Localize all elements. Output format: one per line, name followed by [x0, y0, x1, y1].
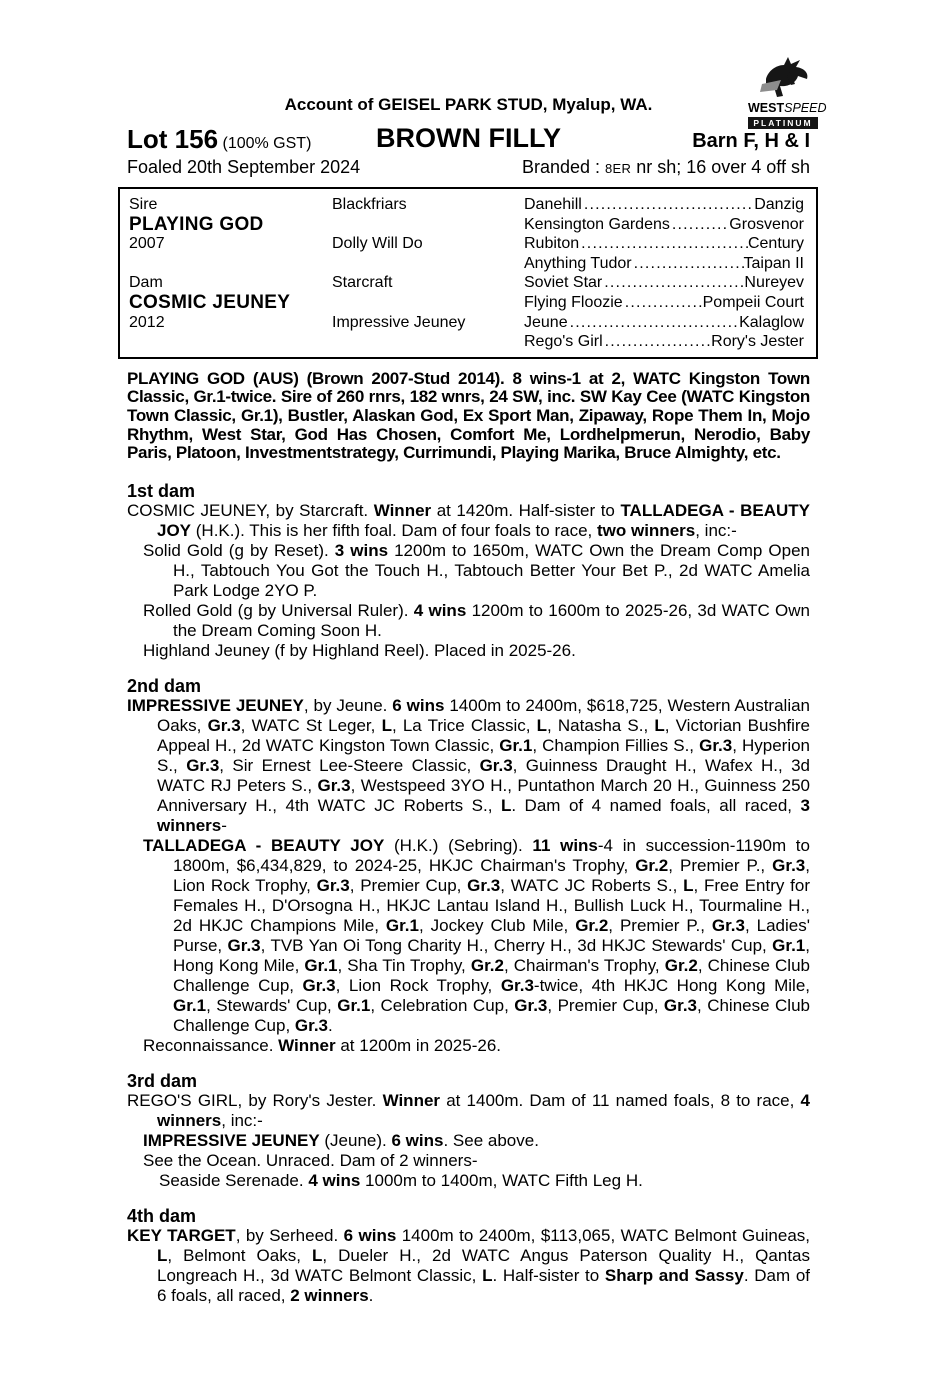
text-segment: (H.K.) (Sebring).: [384, 835, 533, 855]
text-segment: L: [311, 1245, 323, 1265]
branded-prefix: Branded :: [521, 157, 606, 177]
text-segment: 6 wins: [343, 1225, 397, 1245]
text-segment: (Jeune).: [319, 1130, 392, 1150]
ancestor-name: Taipan II: [743, 254, 804, 272]
dam-sire: Starcraft: [332, 274, 393, 292]
ancestor-name: Danehill: [524, 196, 582, 213]
text-segment: . See above.: [443, 1130, 539, 1150]
text-segment: , Belmont Oaks,: [167, 1245, 312, 1265]
text-segment: Highland Jeuney (f by Highland Reel). Placed in 2025-26.: [143, 640, 576, 660]
sire-sire: Blackfriars: [332, 196, 407, 213]
text-segment: (H.K.). This is her fifth foal. Dam of four foals to race,: [191, 520, 597, 540]
text-segment: 1400m to 2400m, $113,065, WATC Belmont Guineas,: [396, 1225, 811, 1245]
text-segment: 1400m to 2400m, $618,725, Western Australian Oaks,: [157, 695, 811, 735]
spacer: [332, 254, 524, 274]
text-segment: Gr.3: [316, 875, 350, 895]
text-segment: Rolled Gold (g by Universal Ruler).: [143, 600, 414, 620]
horse-jump-icon: [748, 54, 818, 102]
text-segment: 11 wins: [532, 835, 598, 855]
dam-dam: Impressive Jeuney: [332, 313, 466, 331]
text-segment: , Lion Rock Trophy,: [335, 975, 501, 995]
dam-label: Dam: [129, 274, 163, 292]
ancestor-name: Danzig: [754, 196, 804, 213]
westspeed-speed-text: SPEED: [784, 101, 827, 115]
text-segment: . Half-sister to: [492, 1265, 605, 1285]
ancestor-name: Pompeii Court: [702, 293, 804, 311]
lot-number: Lot 156: [127, 124, 219, 154]
text-segment: two winners: [596, 520, 696, 540]
pedigree-table: [118, 187, 818, 359]
text-segment: 1200m to 1650m, WATC Own the Dream Comp Open H., Tabtouch You Got the Touch H., Tabtouch Better Your Bet P., 2d WATC Amelia Park Lodge 2YO P.: [173, 540, 810, 600]
pedigree-paragraph: [127, 1091, 810, 1131]
pedigree-paragraph: [127, 1151, 810, 1171]
ancestor-name: Anything Tudor: [524, 254, 632, 272]
text-segment: , inc:-: [221, 1110, 263, 1130]
text-segment: Gr.3: [302, 975, 336, 995]
text-segment: , Chinese Club Challenge Cup,: [173, 995, 810, 1035]
dot-leader: [582, 195, 754, 215]
text-segment: Gr.2: [664, 955, 698, 975]
foaled-branded-line: [127, 158, 810, 178]
text-segment: 6 wins: [392, 695, 445, 715]
dam-section-heading: 2nd dam: [127, 675, 202, 696]
pedigree-column-3: [524, 195, 804, 352]
text-segment: , inc:-: [695, 520, 737, 540]
text-segment: -: [221, 815, 227, 835]
text-segment: Solid Gold (g by Reset).: [143, 540, 335, 560]
westspeed-wordmark: [748, 101, 827, 115]
text-segment: , Hyperion S.,: [157, 735, 811, 775]
pedigree-paragraph: [127, 1131, 810, 1151]
branded-info: [522, 158, 810, 178]
text-segment: -twice, 4th HKJC Hong Kong Mile,: [533, 975, 810, 995]
dot-leader: [632, 254, 744, 274]
dam-year: 2012: [129, 313, 165, 331]
pedigree-paragraph: [127, 541, 810, 601]
text-segment: 2 winners: [290, 1285, 369, 1305]
dot-leader: [579, 234, 748, 254]
brand-code: 8ER: [605, 161, 632, 176]
text-segment: 4 wins: [308, 1170, 361, 1190]
text-segment: Gr.2: [575, 915, 609, 935]
text-segment: Gr.3: [500, 975, 534, 995]
text-segment: , WATC St Leger,: [240, 715, 382, 735]
text-segment: L: [536, 715, 548, 735]
text-segment: at 1400m. Dam of 11 named foals, 8 to race,: [440, 1090, 801, 1110]
spacer: [129, 254, 332, 274]
text-segment: Gr.3: [699, 735, 733, 755]
text-segment: Gr.1: [337, 995, 371, 1015]
dam-section-heading: 3rd dam: [127, 1070, 198, 1091]
pedigree-gen3-row: [524, 293, 804, 313]
text-segment: Gr.1: [499, 735, 533, 755]
text-segment: Gr.3: [479, 755, 513, 775]
pedigree-gen3-row: [524, 234, 804, 254]
pedigree-paragraph: [127, 1171, 810, 1191]
text-segment: TALLADEGA - BEAUTY JOY: [143, 835, 385, 855]
text-segment: Winner: [382, 1090, 441, 1110]
pedigree-paragraph: [127, 1226, 810, 1306]
lot-header-line: [127, 121, 810, 153]
text-segment: Gr.2: [470, 955, 504, 975]
dot-leader: [568, 313, 739, 333]
dam-section-heading: 4th dam: [127, 1205, 197, 1226]
pedigree-gen3-row: [524, 313, 804, 333]
dot-leader: [670, 215, 729, 235]
text-segment: Gr.3: [186, 755, 220, 775]
barn-label: Barn F, H & I: [692, 130, 810, 152]
text-segment: , TVB Yan Oi Tong Charity H., Cherry H., 3d HKJC Stewards' Cup,: [260, 935, 773, 955]
text-segment: , Ladies' Purse,: [173, 915, 810, 955]
pedigree-gen3-row: [524, 195, 804, 215]
text-segment: Sharp and Sassy: [604, 1265, 744, 1285]
text-segment: Gr.1: [772, 935, 806, 955]
text-segment: , by Jeune.: [303, 695, 393, 715]
text-segment: , Jockey Club Mile,: [419, 915, 576, 935]
pedigree-gen3-row: [524, 273, 804, 293]
text-segment: 1000m to 1400m, WATC Fifth Leg H.: [360, 1170, 643, 1190]
text-segment: COSMIC JEUNEY, by Starcraft.: [127, 500, 374, 520]
text-segment: , WATC JC Roberts S.,: [500, 875, 684, 895]
ancestor-name: Rego's Girl: [524, 333, 603, 351]
text-segment: 4 wins: [413, 600, 467, 620]
pedigree-paragraph: [127, 601, 810, 641]
vendor-account-line: Account of GEISEL PARK STUD, Myalup, WA.: [284, 95, 653, 114]
sire-dam: Dolly Will Do: [332, 235, 423, 253]
pedigree-gen3-row: [524, 332, 804, 352]
platinum-badge: PLATINUM: [748, 117, 818, 129]
pedigree-paragraph: [127, 836, 810, 1036]
text-segment: 1200m to 1600m to 2025-26, 3d WATC Own the Dream Coming Soon H.: [173, 600, 810, 640]
ancestor-name: Rubiton: [524, 235, 580, 253]
gst-note: (100% GST): [222, 135, 312, 152]
dam-section-heading: 1st dam: [127, 480, 196, 501]
ancestor-name: Century: [747, 235, 804, 253]
text-segment: , Champion Fillies S.,: [532, 735, 700, 755]
text-segment: Winner: [373, 500, 432, 520]
text-segment: TALLADEGA - BEAUTY JOY: [157, 500, 811, 540]
text-segment: Seaside Serenade.: [159, 1170, 309, 1190]
ancestor-name: Rory's Jester: [711, 333, 804, 351]
text-segment: , Premier Cup,: [349, 875, 468, 895]
text-segment: L: [157, 1245, 168, 1265]
text-segment: , Hong Kong Mile,: [173, 935, 810, 975]
text-segment: Gr.1: [304, 955, 338, 975]
text-segment: Gr.3: [294, 1015, 329, 1035]
westspeed-platinum-logo: [748, 54, 827, 129]
text-segment: Gr.3: [467, 875, 501, 895]
text-segment: , Natasha S.,: [547, 715, 655, 735]
text-segment: IMPRESSIVE JEUNEY: [143, 1130, 320, 1150]
pedigree-gen3-row: [524, 254, 804, 274]
text-segment: Gr.3: [711, 915, 745, 935]
branded-suffix: nr sh; 16 over 4 off sh: [631, 157, 810, 177]
text-segment: Winner: [278, 1035, 336, 1055]
text-segment: Gr.2: [635, 855, 669, 875]
text-segment: IMPRESSIVE JEUNEY: [127, 695, 304, 715]
text-segment: Gr.3: [317, 775, 351, 795]
spacer: [332, 293, 524, 313]
text-segment: Reconnaissance.: [143, 1035, 279, 1055]
pedigree-paragraph: [127, 696, 810, 836]
ancestor-name: Jeune: [524, 313, 568, 331]
ancestor-name: Grosvenor: [729, 215, 804, 233]
text-segment: See the Ocean. Unraced. Dam of 2 winners-: [143, 1150, 478, 1170]
spacer: [332, 215, 524, 235]
pedigree-paragraph: [127, 501, 810, 541]
text-segment: , Stewards' Cup,: [206, 995, 338, 1015]
page-title: BROWN FILLY: [376, 123, 561, 153]
text-segment: Gr.1: [385, 915, 419, 935]
text-segment: L: [683, 875, 694, 895]
text-segment: L: [482, 1265, 493, 1285]
ancestor-name: Flying Floozie: [524, 293, 623, 311]
pedigree-paragraph: [127, 641, 810, 661]
text-segment: , Chinese Club Challenge Cup,: [173, 955, 810, 995]
text-segment: , Premier P.,: [608, 915, 712, 935]
text-segment: , Guinness Draught H., Wafex H., 3d WATC RJ Peters S.,: [157, 755, 811, 795]
text-segment: , Celebration Cup,: [370, 995, 515, 1015]
text-segment: , Free Entry for Females H., D'Orsogna H., HKJC Lantau Island H., Bullish Luck H., Tourmaline H., 2d HKJC Champions Mile,: [173, 875, 810, 935]
text-segment: REGO'S GIRL, by Rory's Jester.: [127, 1090, 383, 1110]
dot-leader: [623, 293, 703, 313]
ancestor-name: Nureyev: [744, 274, 804, 292]
text-segment: Gr.1: [173, 995, 207, 1015]
pedigree-paragraph: [127, 1036, 810, 1056]
text-segment: , Lion Rock Trophy,: [173, 855, 810, 895]
sire-summary-paragraph: PLAYING GOD (AUS) (Brown 2007-Stud 2014). 8 wins-1 at 2, WATC Kingston Town Classic, Gr.1-twice. Sire of 260 rnrs, 182 wnrs, 24 SW, inc. SW Kay Cee (WATC Kingston Town Classic, Gr.1), Bustler, Alaskan God, Ex Sport Man, Zipaway, Rope Them In, Mojo Rhythm, West Star, God Has Chosen, Comfort Me, Lordhelpmerun, Nerodio, Baby Paris, Platoon, Investmentstrategy, Currimundi, Playing Marika, Bruce Almighty, etc.: [127, 368, 810, 463]
text-segment: , Premier P.,: [668, 855, 773, 875]
text-segment: Gr.3: [227, 935, 261, 955]
text-segment: .: [368, 1285, 374, 1305]
text-segment: , Victorian Bushfire Appeal H., 2d WATC Kingston Town Classic,: [157, 715, 811, 755]
sire-label: Sire: [129, 196, 158, 213]
text-segment: , Sha Tin Trophy,: [337, 955, 471, 975]
text-segment: 6 wins: [391, 1130, 444, 1150]
dot-leader: [603, 332, 712, 352]
text-segment: . Dam of 6 foals, all raced,: [157, 1265, 810, 1305]
dam-name: COSMIC JEUNEY: [129, 291, 291, 313]
text-segment: , Westspeed 3YO H., Puntathon March 20 H., Guinness 250 Anniversary H., 4th WATC JC Roberts S.,: [157, 775, 810, 815]
text-segment: L: [500, 795, 512, 815]
text-segment: at 1200m in 2025-26.: [335, 1035, 502, 1055]
spacer: [129, 332, 332, 352]
pedigree-gen3-row: [524, 215, 804, 235]
pedigree-column-1: [129, 195, 332, 352]
ancestor-name: Kalaglow: [739, 313, 804, 331]
lot-number-group: [127, 126, 311, 153]
text-segment: at 1420m. Half-sister to: [431, 500, 621, 520]
dot-leader: [602, 273, 744, 293]
foaled-date: Foaled 20th September 2024: [127, 157, 361, 177]
text-segment: Gr.3: [207, 715, 241, 735]
text-segment: Gr.3: [663, 995, 698, 1015]
text-segment: , Chairman's Trophy,: [503, 955, 665, 975]
text-segment: L: [654, 715, 665, 735]
text-segment: , La Trice Classic,: [391, 715, 537, 735]
westspeed-west-text: WEST: [748, 101, 785, 115]
ancestor-name: Soviet Star: [524, 274, 603, 292]
ancestor-name: Kensington Gardens: [524, 215, 670, 233]
text-segment: , Dueler H., 2d WATC Angus Paterson Quality H., Qantas Longreach H., 3d WATC Belmont Classic,: [157, 1245, 810, 1285]
text-segment: -4 in succession-1190m to 1800m, $6,434,829, to 2024-25, HKJC Chairman's Trophy,: [173, 835, 810, 875]
text-segment: 3 wins: [334, 540, 389, 560]
text-segment: KEY TARGET: [127, 1225, 236, 1245]
sire-name: PLAYING GOD: [129, 213, 264, 235]
text-segment: , Premier Cup,: [547, 995, 664, 1015]
text-segment: Gr.3: [772, 855, 806, 875]
pedigree-column-2: [332, 195, 524, 352]
sire-year: 2007: [129, 235, 165, 253]
text-segment: . Dam of 4 named foals, all raced,: [511, 795, 801, 815]
spacer: [332, 332, 524, 352]
text-segment: 4 winners: [157, 1090, 810, 1130]
text-segment: L: [381, 715, 392, 735]
text-segment: .: [328, 1015, 333, 1035]
text-segment: , Sir Ernest Lee-Steere Classic,: [219, 755, 480, 775]
text-segment: 3 winners: [157, 795, 810, 835]
pedigree-details: [127, 481, 810, 1306]
text-segment: , by Serheed.: [235, 1225, 344, 1245]
text-segment: Gr.3: [514, 995, 548, 1015]
